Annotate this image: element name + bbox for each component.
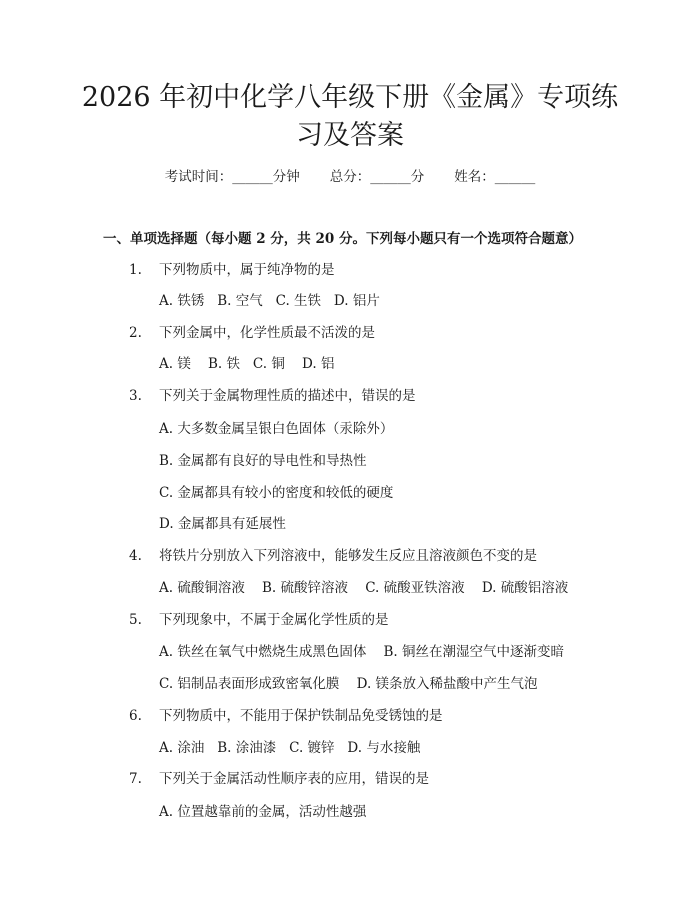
options-row: [159, 290, 380, 312]
options-row: [159, 353, 334, 375]
options-row: [159, 673, 538, 695]
option-a: A. 大多数金属呈银白色固体（汞除外）: [159, 421, 394, 437]
option-c: C. 硫酸亚铁溶液: [365, 580, 465, 596]
option-b: B. 空气: [217, 293, 263, 309]
page-title-line1: 2026 年初中化学八年级下册《金属》专项练: [81, 82, 619, 113]
question-text: 下列金属中，化学性质最不活泼的是: [159, 325, 375, 341]
option-b: B. 涂油漆: [217, 740, 277, 756]
question-number: 3.: [129, 388, 142, 404]
exam-info-line: [0, 166, 700, 188]
question-text: 下列物质中，属于纯净物的是: [159, 262, 335, 278]
option-b: B. 金属都有良好的导电性和导热性: [159, 453, 367, 469]
option-c: C. 生铁: [275, 293, 322, 309]
option-a: A. 硫酸铜溶液: [159, 580, 245, 596]
question-number: 1.: [129, 262, 142, 278]
section-title: 一、单项选择题（每小题 2 分，共 20 分。下列每小题只有一个选项符合题意）: [103, 231, 582, 247]
question-number: 6.: [129, 708, 142, 724]
option-c: C. 铝制品表面形成致密氧化膜: [159, 676, 340, 692]
option-b: B. 铜丝在潮湿空气中逐渐变暗: [383, 644, 565, 660]
options-row: [159, 641, 564, 663]
option-d: D. 铝片: [333, 293, 380, 309]
total-score-field: 总分：______分: [329, 169, 425, 185]
options-row: [159, 577, 568, 599]
question-number: 7.: [129, 771, 142, 787]
question-number: 2.: [129, 325, 142, 341]
option-a: A. 镁: [159, 356, 191, 372]
option-b: B. 硫酸锌溶液: [262, 580, 349, 596]
exam-time-field: 考试时间：______分钟: [164, 169, 300, 185]
question-number: 4.: [129, 548, 142, 564]
option-b: B. 铁: [208, 356, 241, 372]
page-title-line2: 习及答案: [296, 120, 404, 151]
option-d: D. 金属都具有延展性: [159, 516, 286, 532]
option-d: D. 镁条放入稀盐酸中产生气泡: [356, 676, 538, 692]
option-d: D. 与水接触: [347, 740, 421, 756]
question-text: 下列关于金属活动性顺序表的应用，错误的是: [159, 771, 429, 787]
question-text: 下列关于金属物理性质的描述中，错误的是: [159, 388, 416, 404]
question-text: 将铁片分别放入下列溶液中，能够发生反应且溶液颜色不变的是: [159, 548, 537, 564]
question-text: 下列现象中，不属于金属化学性质的是: [159, 612, 389, 628]
option-d: D. 硫酸铝溶液: [481, 580, 569, 596]
option-a: A. 铁锈: [159, 293, 205, 309]
option-d: D. 铝: [302, 356, 335, 372]
options-row: [159, 737, 420, 759]
option-a: A. 位置越靠前的金属，活动性越强: [159, 804, 367, 820]
option-a: A. 铁丝在氧气中燃烧生成黑色固体: [159, 644, 367, 660]
option-c: C. 铜: [252, 356, 285, 372]
question-number: 5.: [129, 612, 142, 628]
option-c: C. 镀锌: [289, 740, 335, 756]
student-name-field: 姓名：______: [454, 169, 536, 185]
option-a: A. 涂油: [159, 740, 205, 756]
question-text: 下列物质中，不能用于保护铁制品免受锈蚀的是: [159, 708, 443, 724]
option-c: C. 金属都具有较小的密度和较低的硬度: [159, 485, 394, 501]
